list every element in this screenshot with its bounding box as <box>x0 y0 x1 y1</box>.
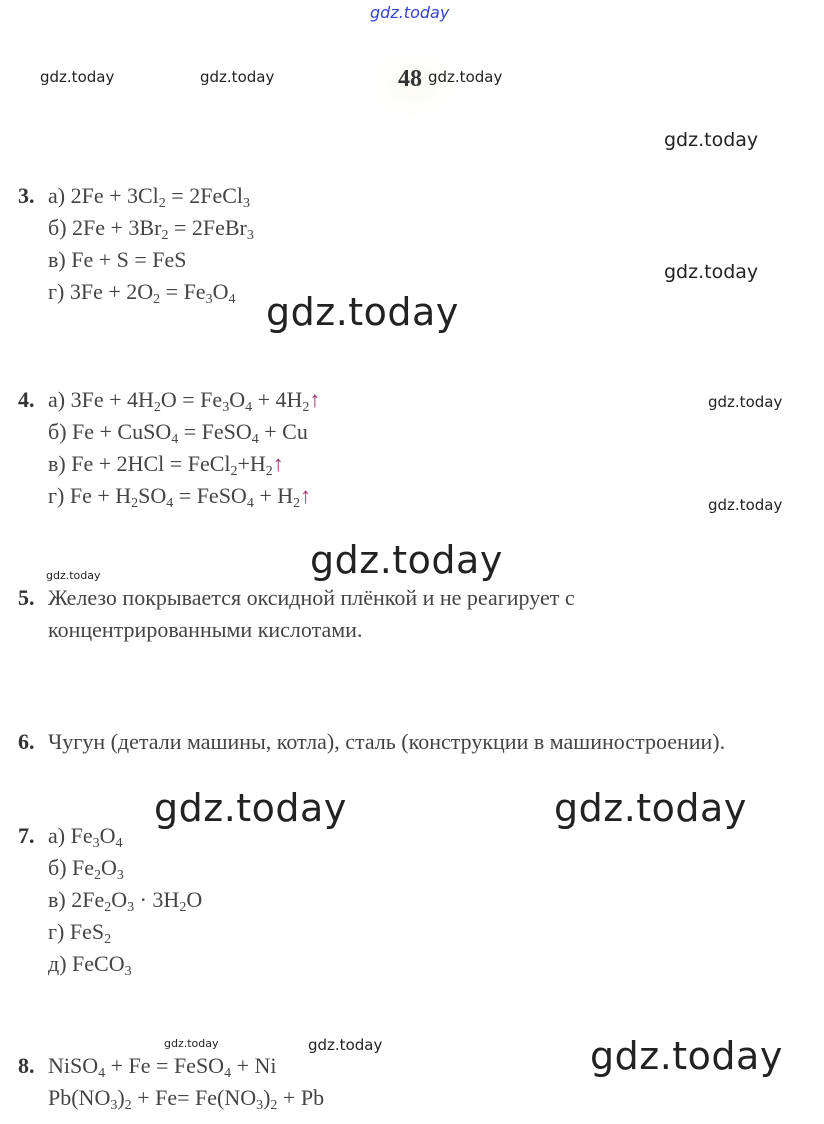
task-number: 6. <box>18 729 35 754</box>
gas-arrow-icon: ↑ <box>309 387 321 412</box>
task-3-line-a: 3. а) $2Fe + 3Cl_2$ = 2FeCl$_3$ <box>18 180 254 212</box>
watermark-large: gdz.today <box>154 786 347 830</box>
task-4 <box>18 384 320 512</box>
task-7-line-e: д) FeCO$_3$ <box>48 951 132 979</box>
task-7-line-c: в) $2Fe_2O_3 \cdot 3H_2O$ <box>48 887 203 915</box>
task-4-line-b: б) Fe + CuSO$_4$ = FeSO$_4$ + Cu <box>48 419 308 447</box>
task-8 <box>18 1050 324 1114</box>
watermark: gdz.today <box>708 496 783 514</box>
watermark-large: gdz.today <box>266 290 459 334</box>
task-5 <box>18 582 575 646</box>
watermark-small: gdz.today <box>46 569 101 582</box>
task-number: 4. <box>18 387 35 412</box>
watermark: gdz.today <box>664 261 759 283</box>
watermark-small: gdz.today <box>164 1037 219 1050</box>
watermark: gdz.today <box>428 68 503 86</box>
task-number: 8. <box>18 1053 35 1078</box>
task-3 <box>18 180 254 308</box>
task-7-line-a: 7. а) $Fe_3O_4$ <box>18 820 202 852</box>
task-8-line-1: 8. NiSO$_4$ + Fe = FeSO$_4$ + Ni <box>18 1050 324 1082</box>
task-6 <box>18 726 725 758</box>
task-3-line-c: в) Fe + S = FeS <box>48 247 187 272</box>
task-5-line-2: концентрированными кислотами. <box>48 617 363 642</box>
task-number: 3. <box>18 183 35 208</box>
watermark: gdz.today <box>40 68 115 86</box>
task-number: 5. <box>18 585 35 610</box>
task-3-line-d: г) $3Fe + 2O_2 = Fe_3O_4$ <box>48 279 236 307</box>
page-number: 48 <box>398 66 422 92</box>
task-3-line-b: б) $2Fe + 3Br_2$ = 2FeBr$_3$ <box>48 215 254 243</box>
gas-arrow-icon: ↑ <box>300 483 312 508</box>
watermark-large: gdz.today <box>310 538 503 582</box>
watermark-top: gdz.today <box>370 3 450 22</box>
watermark-large: gdz.today <box>554 786 747 830</box>
task-4-line-c: в) $Fe + 2HCl = FeCl_2+H_2↑$ <box>48 451 284 479</box>
task-5-line-1: 5. Железо покрывается оксидной плёнкой и не реагирует с <box>18 582 575 614</box>
task-6-line: 6. Чугун (детали машины, котла), сталь (конструкции в машиностроении). <box>18 726 725 758</box>
task-4-line-a: 4. а) $3Fe + 4H_2O = Fe_3O_4$ + $4H_2↑$ <box>18 384 320 416</box>
task-4-line-d: г) $Fe + H_2SO_4$ = FeSO$_4$ + $H_2↑$ <box>48 483 312 511</box>
task-7-line-b: б) $Fe_2O_3$ <box>48 855 124 883</box>
task-7 <box>18 820 202 980</box>
task-number: 7. <box>18 823 35 848</box>
watermark: gdz.today <box>664 129 759 151</box>
watermark: gdz.today <box>308 1036 383 1054</box>
watermark: gdz.today <box>200 68 275 86</box>
watermark-large: gdz.today <box>590 1034 783 1078</box>
task-8-line-2: $Pb(NO_3)_2 + Fe= Fe(NO_3)_2 + Pb$ <box>48 1085 325 1113</box>
gas-arrow-icon: ↑ <box>272 451 284 476</box>
task-7-line-d: г) FeS$_2$ <box>48 919 112 947</box>
watermark: gdz.today <box>708 393 783 411</box>
